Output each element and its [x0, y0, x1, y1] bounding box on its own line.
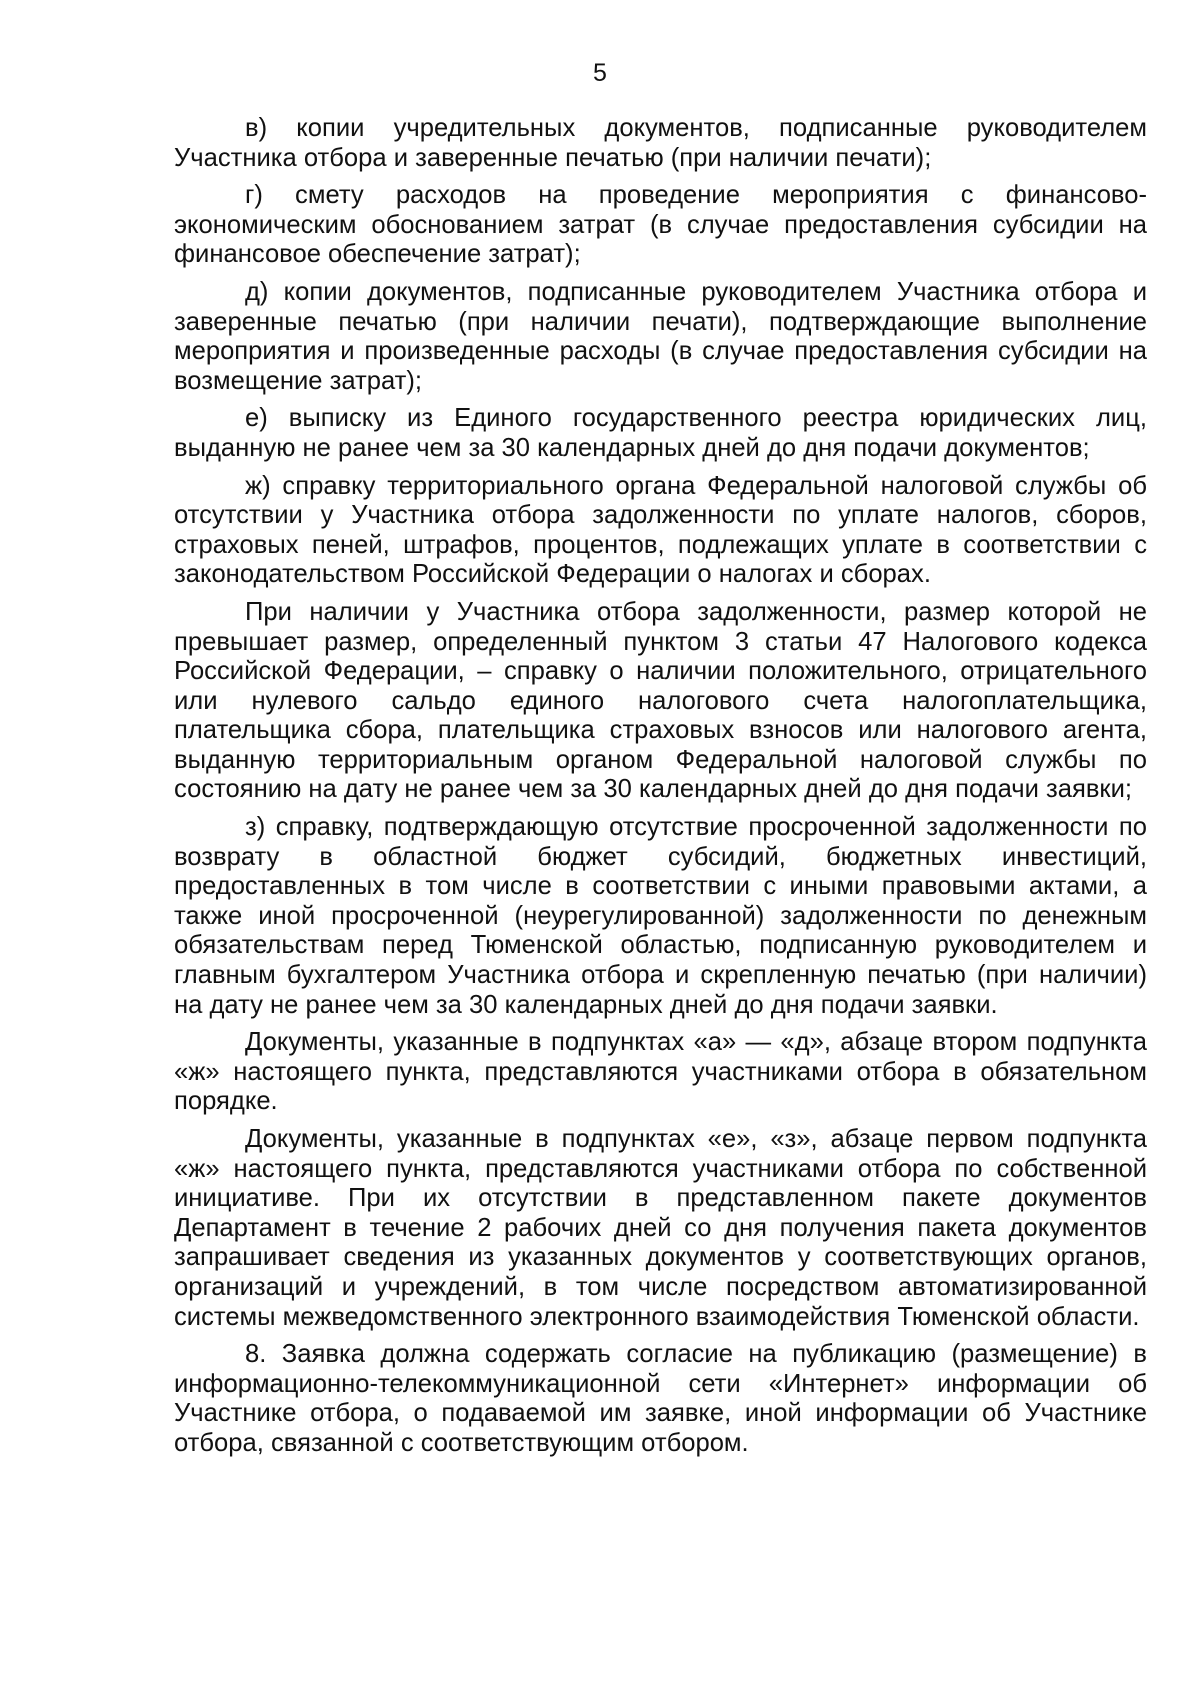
paragraph-v: в) копии учредительных документов, подписанные руководителем Участника отбора и заверенные печатью (при наличии печати); [174, 114, 1147, 172]
page-number: 5 [593, 59, 607, 87]
paragraph-g: г) смету расходов на проведение мероприятия с финансово-экономическим обоснованием затрат (в случае предоставления субсидии на финансовое обеспечение затрат); [174, 181, 1147, 269]
paragraph-d: д) копии документов, подписанные руководителем Участника отбора и заверенные печатью (при наличии печати), подтверждающие выполнение мероприятия и произведенные расходы (в случае предоставления субсидии на возмещение затрат); [174, 277, 1147, 395]
paragraph-e: е) выписку из Единого государственного реестра юридических лиц, выданную не ранее чем за 30 календарных дней до дня подачи документов; [174, 404, 1147, 462]
paragraph-zh-second: При наличии у Участника отбора задолженности, размер которой не превышает размер, определенный пунктом 3 статьи 47 Налогового кодекса Российской Федерации, – справку о наличии положительного, отрицательного или нулевого сальдо единого налогового счета налогоплательщика, плательщика сбора, плательщика страховых взносов или налогового агента, выданную территориальным органом Федеральной налоговой службы по состоянию на дату не ранее чем за 30 календарных дней до дня подачи заявки; [174, 597, 1147, 804]
paragraph-item-8: 8. Заявка должна содержать согласие на публикацию (размещение) в информационно-телекоммуникационной сети «Интернет» информации об Участнике отбора, о подаваемой им заявке, иной информации об Участнике отбора, связанной с соответствующим отбором. [174, 1340, 1147, 1457]
document-body [174, 114, 1147, 1467]
paragraph-mandatory-documents: Документы, указанные в подпунктах «а» — «д», абзаце втором подпункта «ж» настоящего пункта, представляются участниками отбора в обязательном порядке. [174, 1028, 1147, 1116]
paragraph-zh: ж) справку территориального органа Федеральной налоговой службы об отсутствии у Участника отбора задолженности по уплате налогов, сборов, страховых пеней, штрафов, процентов, подлежащих уплате в соответствии с законодательством Российской Федерации о налогах и сборах. [174, 471, 1147, 589]
paragraph-z: з) справку, подтверждающую отсутствие просроченной задолженности по возврату в областной бюджет субсидий, бюджетных инвестиций, предоставленных в том числе в соответствии с иными правовыми актами, а также иной просроченной (неурегулированной) задолженности по денежным обязательствам перед Тюменской областью, подписанную руководителем и главным бухгалтером Участника отбора и скрепленную печатью (при наличии) на дату не ранее чем за 30 календарных дней до дня подачи заявки. [174, 813, 1147, 1019]
paragraph-optional-documents: Документы, указанные в подпунктах «е», «з», абзаце первом подпункта «ж» настоящего пункта, представляются участниками отбора по собственной инициативе. При их отсутствии в представленном пакете документов Департамент в течение 2 рабочих дней со дня получения пакета документов запрашивает сведения из указанных документов у соответствующих органов, организаций и учреждений, в том числе посредством автоматизированной системы межведомственного электронного взаимодействия Тюменской области. [174, 1125, 1147, 1331]
